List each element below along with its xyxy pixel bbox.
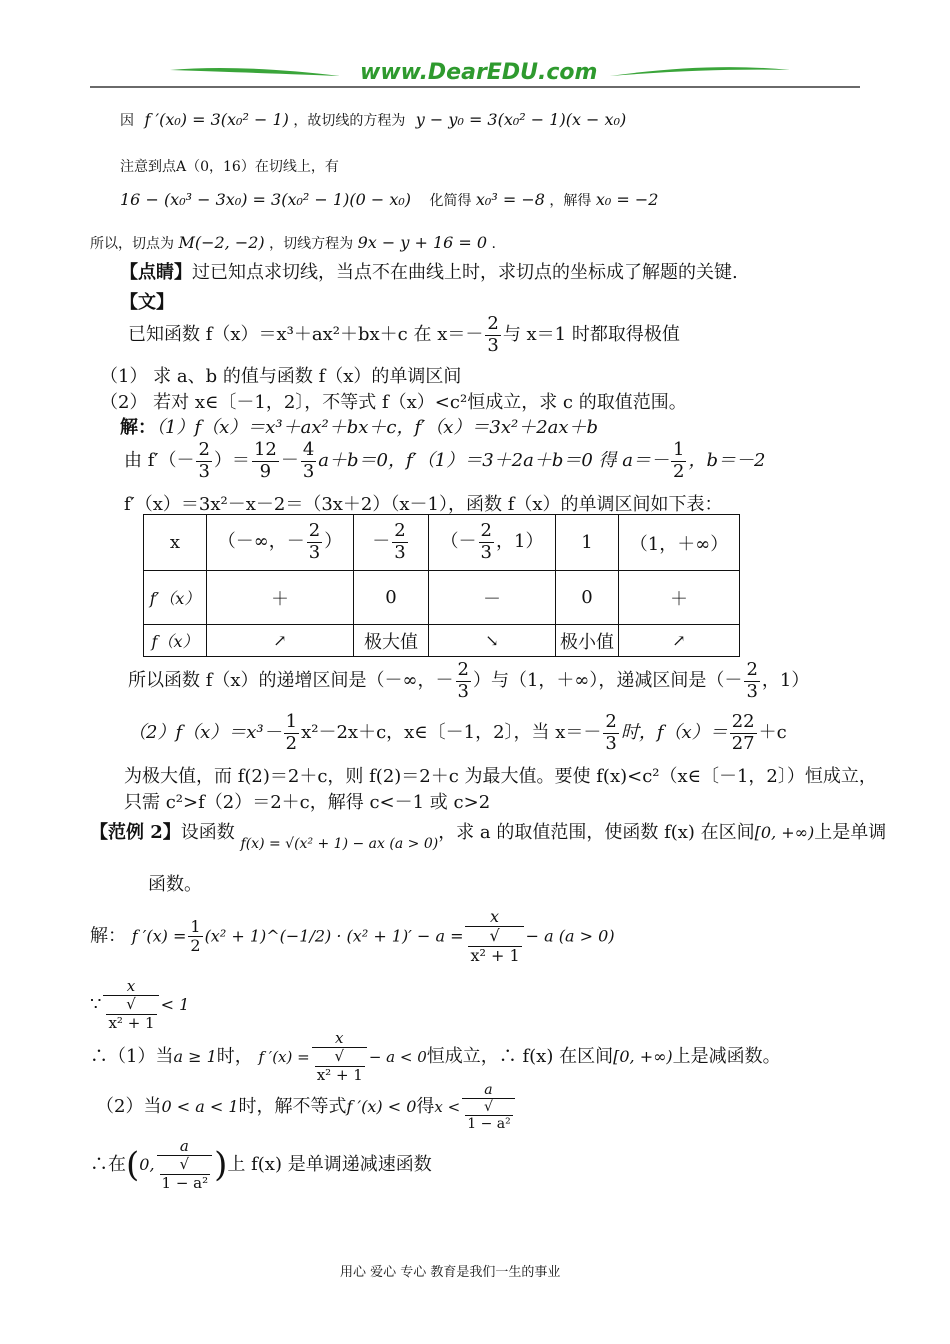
table-cell: x xyxy=(144,515,207,571)
frac-12-9: $\frac{12}{9}$ xyxy=(253,439,277,482)
footer-motto: 用心 爱心 专心 教育是我们一生的事业 xyxy=(340,1265,561,1280)
table-cell: － $\frac{2}{3}$ xyxy=(354,515,429,571)
table-row xyxy=(144,625,740,657)
text-period: . xyxy=(491,236,496,252)
c3-a: ∴在 xyxy=(90,1153,126,1175)
ex2-interval: [0, +∞) xyxy=(754,823,815,842)
c2-c: 时，解不等式 xyxy=(238,1096,347,1118)
table-row xyxy=(144,571,740,625)
c1-f: 恒成立，∴ f(x) 在区间 xyxy=(426,1045,614,1067)
solution-line-3: f′（x）＝3x²－x－2＝（3x＋2）（x－1），函数 f（x）的单调区间如下表： xyxy=(124,494,723,515)
table-cell: ＋ xyxy=(619,571,740,625)
c2-e: 得 xyxy=(416,1096,435,1118)
case-1 xyxy=(90,1030,781,1084)
ex2-c: ，求 a 的取值范围，使函数 f(x) 在区间 xyxy=(438,822,755,843)
interval-line xyxy=(128,660,809,702)
example-heading: 【范例 2】 xyxy=(90,822,181,843)
case-2 xyxy=(96,1082,517,1132)
part2-line-1 xyxy=(128,712,787,754)
frac-two-thirds-e: $\frac{2}{3}$ xyxy=(605,711,617,754)
tip-line xyxy=(120,258,738,284)
table-cell: 0 xyxy=(556,571,619,625)
frac-x-root-c: x √ x² + 1 xyxy=(312,1030,367,1084)
line-4 xyxy=(90,233,496,253)
increasing-arrow-icon: ↗ xyxy=(207,625,354,657)
formula-final-line: 9x − y + 16 = 0 xyxy=(357,233,488,252)
tip-text: 过已知点求切线，当点不在曲线上时，求切点的坐标成了解题的关键. xyxy=(192,262,738,283)
line-3 xyxy=(120,190,658,210)
table-cell: － xyxy=(429,571,556,625)
s2-d: a＋b＝0，f′（1）＝3＋2a＋b＝0 得 a＝－ xyxy=(318,450,669,472)
right-paren-icon: ) xyxy=(214,1144,228,1185)
table-cell: f（x） xyxy=(144,625,207,657)
frac-x-root-b: x √ x² + 1 xyxy=(103,978,158,1032)
c2-ineq: f ′(x) < 0 xyxy=(346,1097,417,1117)
example-2 xyxy=(90,818,887,852)
frac-two-thirds-c: $\frac{2}{3}$ xyxy=(457,659,469,702)
frac-two-thirds-d: $\frac{2}{3}$ xyxy=(746,659,758,702)
ex2-function: f(x) = √(x² + 1) − ax (a > 0) xyxy=(240,836,439,852)
table-cell: （－∞，－ $\frac{2}{3}$ ） xyxy=(207,515,354,571)
solution-derivative: （1）f（x）＝x³＋ax²＋bx＋c，f′（x）＝3x²＋2ax＋b xyxy=(156,417,599,438)
s2-e: ，b＝－2 xyxy=(688,450,766,472)
ex2-e: 上是单调 xyxy=(814,822,887,843)
c1-a: ∴（1）当 xyxy=(90,1045,174,1067)
line-1 xyxy=(120,110,626,130)
part2-line-3: 只需 c²>f（2）＝2＋c，解得 c<－1 或 c>2 xyxy=(124,792,491,813)
p2-c: 时，f（x）＝ xyxy=(620,722,728,744)
table-cell: 0 xyxy=(354,571,429,625)
monotonicity-table xyxy=(143,514,740,657)
frac-two-thirds: $\frac{2}{3}$ xyxy=(487,313,499,356)
c1-deriv: f ′(x) = xyxy=(258,1047,310,1066)
solution-label: 解： xyxy=(120,417,156,438)
problem-statement xyxy=(128,314,680,356)
text-tangent-eq-is: ，切线方程为 xyxy=(269,236,354,252)
conclusion xyxy=(90,1138,432,1192)
inc-c: ，1） xyxy=(761,670,810,692)
frac-x-root: x √ x² + 1 xyxy=(465,908,523,965)
frac-22-27: $\frac{22}{27}$ xyxy=(731,711,755,754)
table-cell: 1 xyxy=(556,515,619,571)
ex2-a: 设函数 xyxy=(180,822,235,843)
because-symbol: ∵ xyxy=(90,993,102,1015)
inc-b: ）与（1，＋∞），递减区间是（－ xyxy=(472,670,743,692)
c1-h: 上是减函数。 xyxy=(672,1045,781,1067)
c3-interval-start: 0, xyxy=(139,1154,155,1174)
tip-heading: 【点睛】 xyxy=(120,262,192,283)
table-cell: ＋ xyxy=(207,571,354,625)
table-cell: f′（x） xyxy=(144,571,207,625)
s2-a: 由 f′（－ xyxy=(124,450,195,472)
problem-text-a: 已知函数 f（x）＝x³＋ax²＋bx＋c 在 x＝－ xyxy=(128,324,484,346)
section-wen: 【文】 xyxy=(120,292,174,313)
table-cell: （1，＋∞） xyxy=(619,515,740,571)
c3-b: 上 f(x) 是单调递减速函数 xyxy=(227,1153,432,1175)
solution-line-1 xyxy=(120,413,598,439)
frac-a-root-b: a √ 1 − a² xyxy=(157,1138,213,1192)
p2-d: ＋c xyxy=(758,722,787,744)
question-1: （1） 求 a、b 的值与函数 f（x）的单调区间 xyxy=(100,366,462,387)
c1-cond: a ≥ 1 xyxy=(173,1046,217,1066)
c2-a: （2）当 xyxy=(96,1096,162,1118)
formula-derivative: f ′(x₀) = 3(x₀² − 1) xyxy=(144,110,289,129)
formula-cube: x₀³ = −8 xyxy=(475,190,545,209)
text-simplify: 化简得 xyxy=(429,193,472,209)
formula-substitution: 16 − (x₀³ − 3x₀) = 3(x₀² − 1)(0 − x₀) xyxy=(120,190,411,209)
ex2-solution xyxy=(90,908,615,965)
c2-cond: 0 < a < 1 xyxy=(161,1097,239,1117)
because-line xyxy=(90,978,189,1032)
text-tangent-point: 所以，切点为 xyxy=(90,236,174,252)
formula-point-m: M(−2, −2) xyxy=(178,233,265,252)
ex2-solution-label: 解： xyxy=(90,925,126,947)
p2-b: x²－2x＋c，x∈〔－1，2〕，当 x＝－ xyxy=(301,722,602,744)
inc-a: 所以函数 f（x）的递增区间是（－∞，－ xyxy=(128,670,454,692)
c1-interval: [0, +∞) xyxy=(613,1046,673,1066)
left-paren-icon: ( xyxy=(126,1144,140,1185)
frac-a-root: a √ 1 − a² xyxy=(462,1082,515,1132)
frac-4-3: $\frac{4}{3}$ xyxy=(302,439,315,482)
because-rhs: < 1 xyxy=(160,994,190,1014)
problem-text-b: 与 x＝1 时都取得极值 xyxy=(502,324,680,346)
header-banner xyxy=(90,62,860,92)
text-because: 因 xyxy=(120,113,134,129)
frac-1-2: $\frac{1}{2}$ xyxy=(673,439,685,482)
decreasing-arrow-icon: ↘ xyxy=(429,625,556,657)
ex2-deriv-lhs: f ′(x) = xyxy=(131,926,187,946)
table-cell: 极大值 xyxy=(354,625,429,657)
ex2-deriv-rhs: − a (a > 0) xyxy=(525,926,615,946)
p2-a: （2）f（x）＝x³－ xyxy=(128,722,282,744)
site-logo-text: www.DearEDU.com xyxy=(360,60,598,85)
frac-1-2-b: $\frac{1}{2}$ xyxy=(285,711,298,754)
formula-tangent-line: y − y₀ = 3(x₀² − 1)(x − x₀) xyxy=(415,110,627,129)
c2-x: x < xyxy=(434,1098,461,1117)
frac-1-2-c: $\frac{1}{2}$ xyxy=(190,916,201,956)
question-2: （2） 若对 x∈〔－1，2〕，不等式 f（x）<c²恒成立，求 c 的取值范围。 xyxy=(100,392,687,413)
increasing-arrow-icon: ↗ xyxy=(619,625,740,657)
line-2: 注意到点A（0，16）在切线上，有 xyxy=(120,159,339,175)
table-cell: （－ $\frac{2}{3}$ ，1） xyxy=(429,515,556,571)
frac-two-thirds-b: $\frac{2}{3}$ xyxy=(198,439,210,482)
c1-c: 时， xyxy=(216,1045,253,1067)
c1-ineq: − a < 0 xyxy=(368,1047,427,1066)
s2-c: － xyxy=(280,450,299,472)
table-row xyxy=(144,515,740,571)
formula-x0: x₀ = −2 xyxy=(595,190,659,209)
table-cell: 极小值 xyxy=(556,625,619,657)
ex2-deriv-mid: (x² + 1)^(−1/2) · (x² + 1)′ − a = xyxy=(204,926,464,946)
text-tangent-eq: ，故切线的方程为 xyxy=(293,113,406,129)
example-2-cont: 函数。 xyxy=(148,874,202,895)
s2-b: ）＝ xyxy=(213,450,250,472)
solution-line-2 xyxy=(124,440,765,482)
text-solve: ，解得 xyxy=(549,193,592,209)
part2-line-2: 为极大值，而 f(2)＝2＋c，则 f(2)＝2＋c 为最大值。要使 f(x)<c²（x∈〔－1，2〕）恒成立， xyxy=(124,766,877,787)
